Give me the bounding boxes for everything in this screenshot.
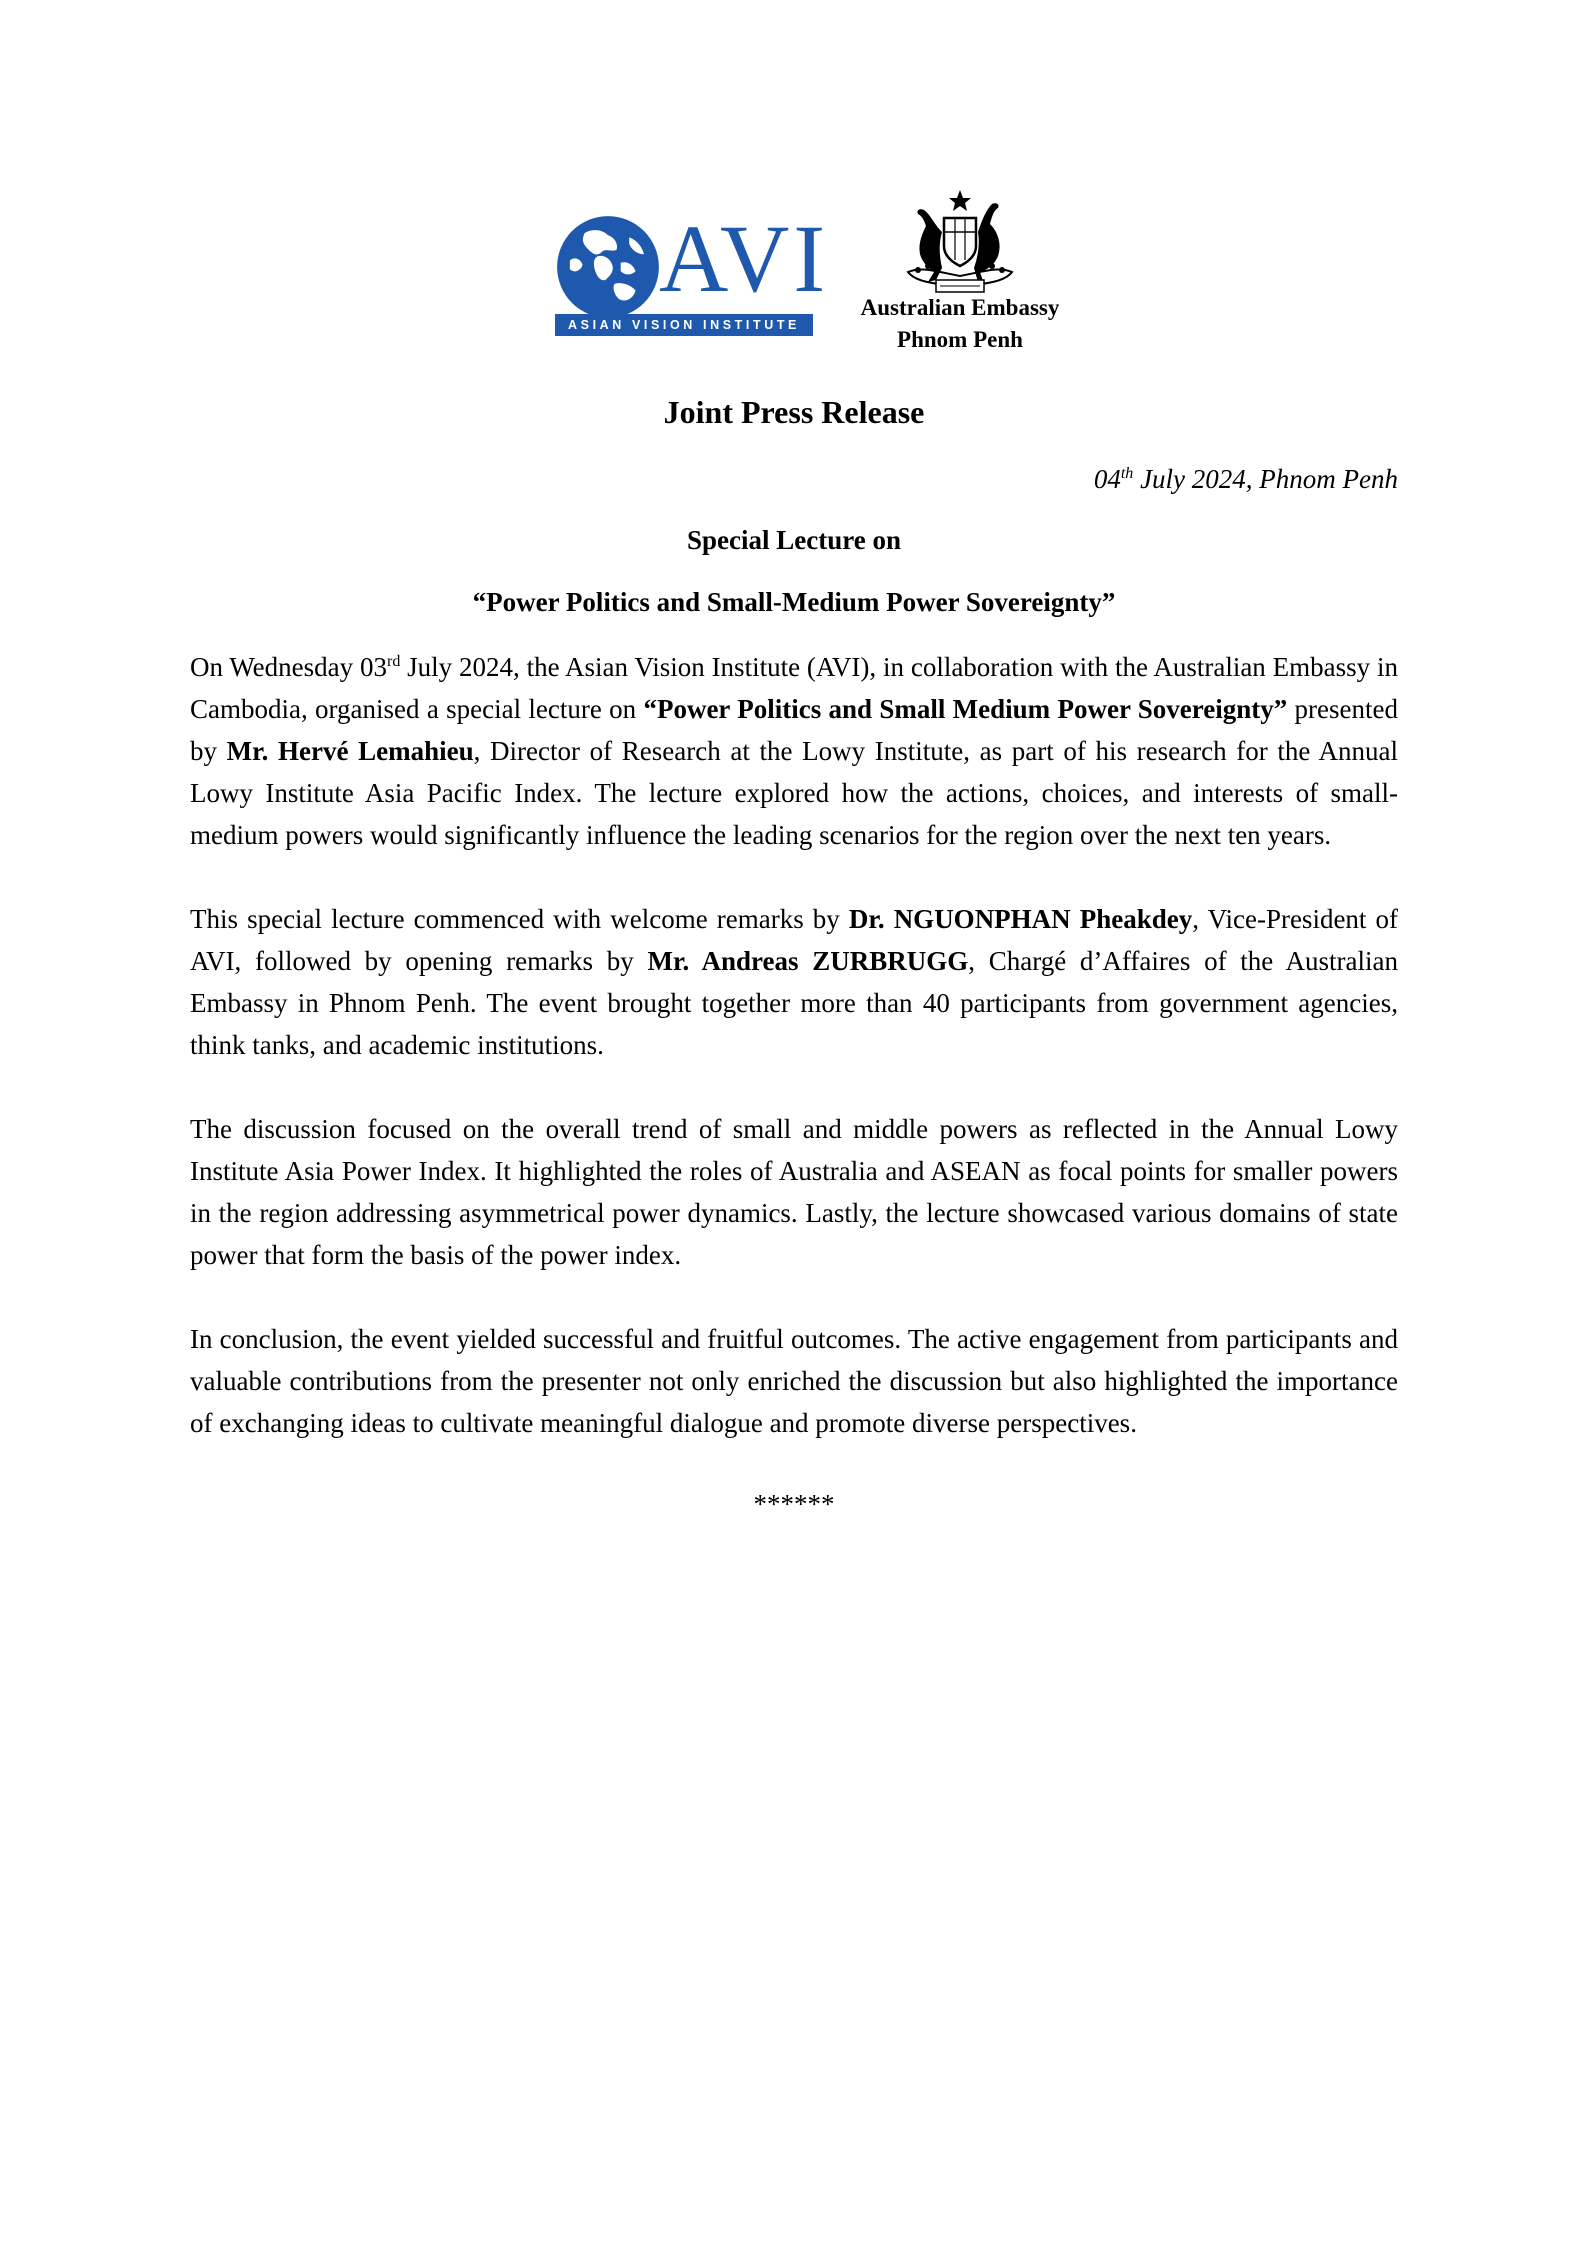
- p1-lecture-title: “Power Politics and Small Medium Power Sovereignty”: [643, 694, 1288, 724]
- paragraph-1: [190, 646, 1398, 856]
- lecture-heading: Special Lecture on: [687, 525, 901, 555]
- p2-text-2: , Vice-President of AVI, followed by opening remarks by: [190, 904, 1398, 976]
- globe-icon: [555, 214, 661, 320]
- embassy-name: [840, 292, 1080, 356]
- dateline: [1094, 461, 1398, 497]
- coat-of-arms-icon: [888, 188, 1033, 300]
- embassy-line-1: Australian Embassy: [860, 295, 1060, 320]
- embassy-logo: [840, 180, 1080, 355]
- p2-text-3: , Chargé d’Affaires of the Australian Embassy in Phnom Penh. The event brought together more than 40 participants from government agencies, think tanks, and academic institutions.: [190, 946, 1398, 1060]
- date-day: 04: [1093, 464, 1121, 494]
- avi-tagline: ASIAN VISION INSTITUTE: [555, 314, 813, 336]
- paragraph-4: In conclusion, the event yielded successful and fruitful outcomes. The active engagement from participants and valuable contributions from the presenter not only enriched the discussion but also highlighted the importance of exchanging ideas to cultivate meaningful dialogue and promote diverse perspectives.: [190, 1324, 1398, 1438]
- p2-text-1: This special lecture commenced with welcome remarks by: [190, 904, 849, 934]
- p1-text-4: , Director of Research at the Lowy Institute, as part of his research for the Annual Lowy Institute Asia Pacific Index. The lecture explored how the actions, choices, and interests of small-medium powers would significantly influence the leading scenarios for the region over the next ten years.: [190, 736, 1398, 850]
- end-mark: ******: [753, 1489, 835, 1519]
- p1-text-1: On Wednesday 03: [190, 652, 387, 682]
- body-text: [190, 646, 1398, 1522]
- lecture-title: “Power Politics and Small-Medium Power Sovereignty”: [472, 587, 1116, 617]
- p1-text-3: presented by: [190, 694, 1399, 766]
- avi-logo: [555, 205, 830, 335]
- date-suffix: th: [1120, 465, 1134, 482]
- p1-superscript: rd: [387, 653, 401, 670]
- p1-text-2: July 2024, the Asian Vision Institute (AVI), in collaboration with the Australian Embassy in Cambodia, organised a special lecture on: [190, 652, 1398, 724]
- paragraph-3: The discussion focused on the overall trend of small and middle powers as reflected in the Annual Lowy Institute Asia Power Index. It highlighted the roles of Australia and ASEAN as focal points for smaller powers in the region addressing asymmetrical power dynamics. Lastly, the lecture showcased various domains of state power that form the basis of the power index.: [190, 1114, 1398, 1270]
- embassy-line-2: Phnom Penh: [897, 327, 1023, 352]
- p2-charge-name: Mr. Andreas ZURBRUGG: [647, 946, 969, 976]
- paragraph-2: [190, 898, 1398, 1066]
- date-rest: July 2024, Phnom Penh: [1133, 464, 1398, 494]
- p1-presenter-name: Mr. Hervé Lemahieu: [226, 736, 474, 766]
- document-type-heading: Joint Press Release: [663, 394, 925, 430]
- avi-wordmark: AVI: [659, 205, 830, 312]
- p2-vice-president-name: Dr. NGUONPHAN Pheakdey: [848, 904, 1193, 934]
